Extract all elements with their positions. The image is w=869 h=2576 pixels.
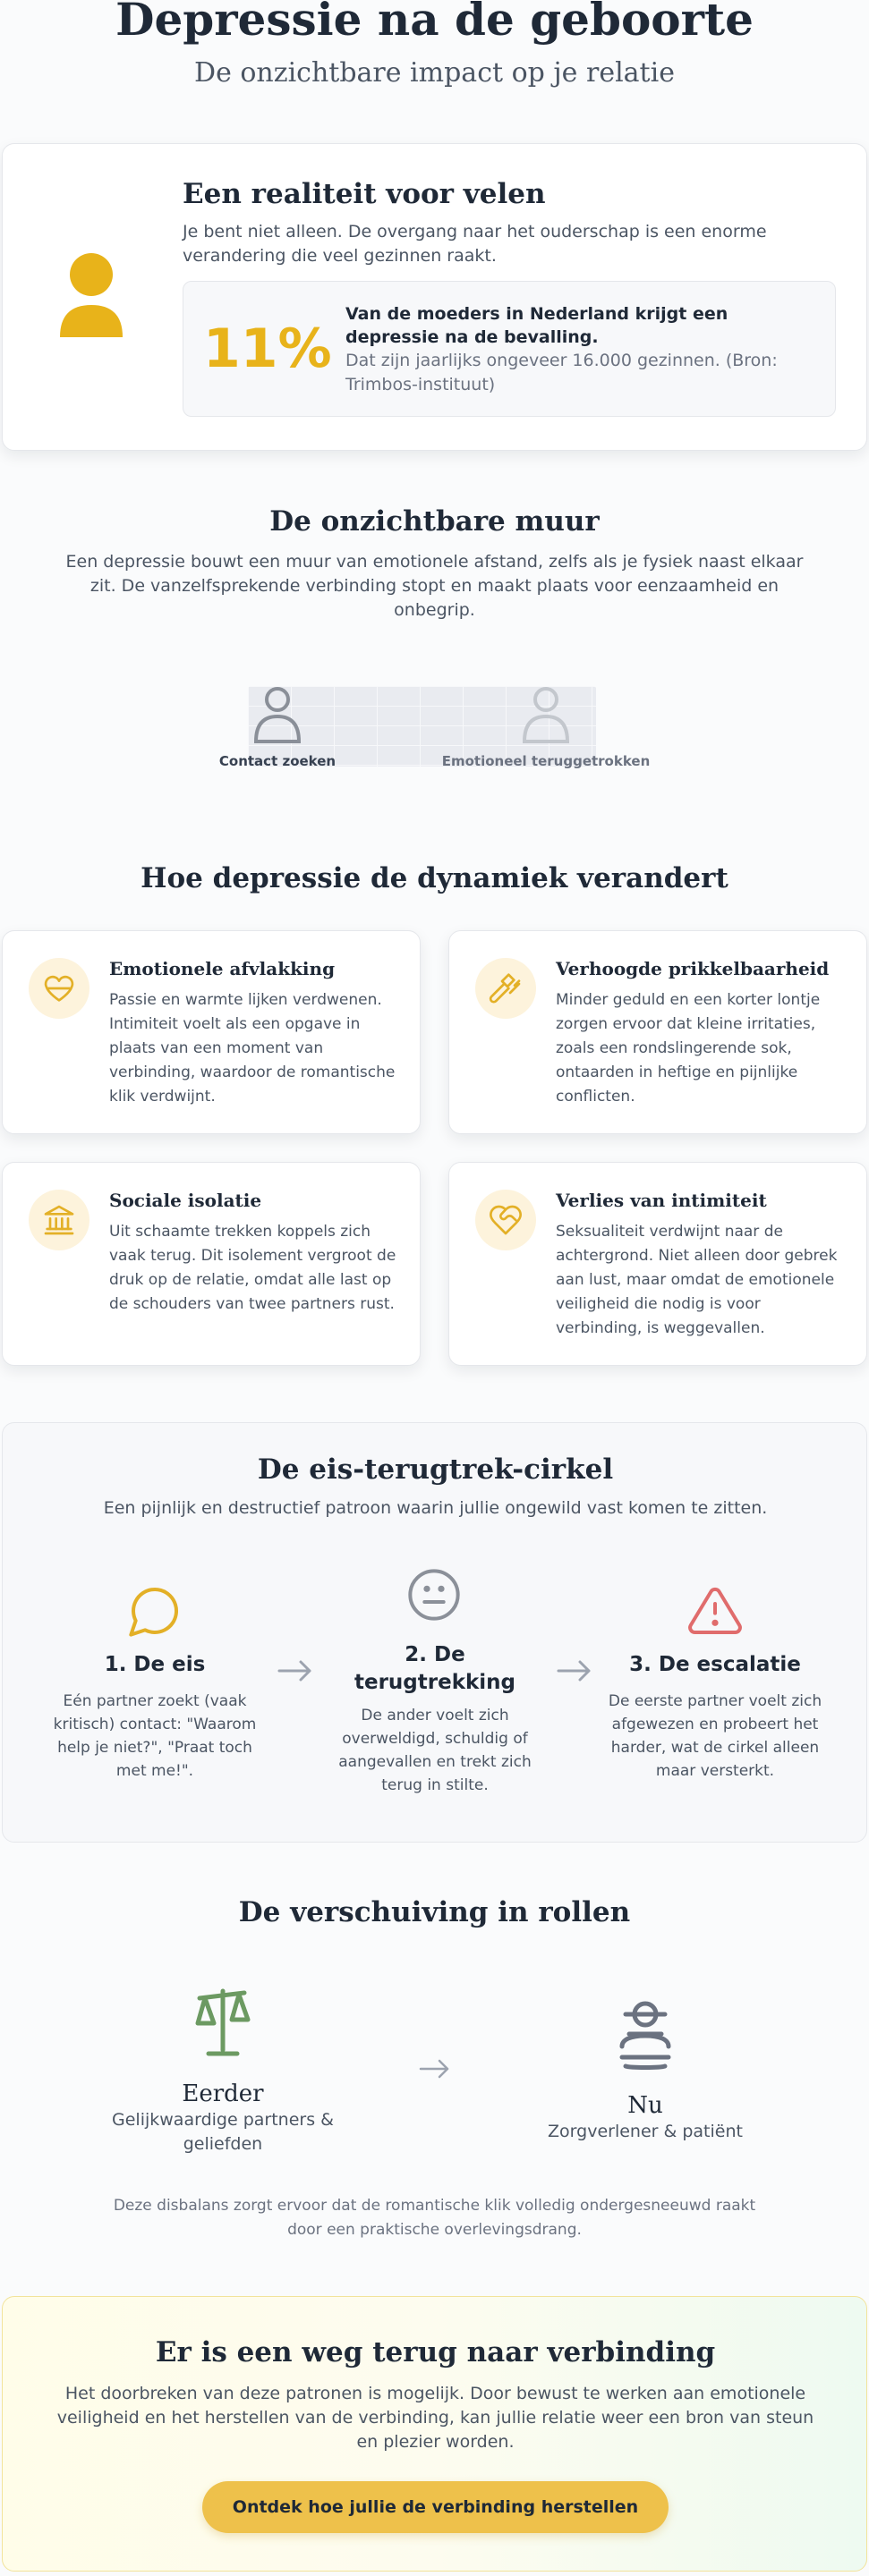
caregiver-icon	[613, 1998, 677, 2073]
cta-button-label: Ontdek hoe jullie de verbinding herstellen	[232, 2497, 639, 2517]
cycle-title: De eis-terugtrek-cirkel	[257, 1453, 614, 1486]
dynamics-card-title: Sociale isolatie	[109, 1190, 262, 1211]
cta-title: Er is een weg terug naar verbinding	[155, 2336, 716, 2368]
cycle-step-text: De eerste partner voelt zich afgewezen en probeert het harder, wat de cirkel alleen maar versterkt.	[608, 1692, 822, 1780]
roles-before-text: Gelijkwaardige partners & geliefden	[112, 2110, 334, 2154]
wall-left-label: Contact zoeken	[218, 753, 337, 769]
dynamics-card-title: Emotionele afvlakking	[109, 958, 336, 979]
arrow-right-icon	[556, 1657, 593, 1684]
warning-icon	[686, 1582, 745, 1640]
wall-illustration	[0, 648, 869, 801]
dynamics-card-text: Passie en warmte lijken verdwenen. Intimiteit voelt als een opgave in plaats van een moment van verbinding, waardoor de romantische klik verdwijnt.	[109, 991, 396, 1106]
roles-note: Deze disbalans zorgt ervoor dat de romantische klik volledig ondergesneeuwd raakt door een praktische overlevingsdrang.	[113, 2197, 756, 2239]
neutral-face-icon	[405, 1566, 463, 1623]
dynamics-card-title: Verlies van intimiteit	[556, 1190, 767, 1211]
hammer-icon	[475, 958, 536, 1019]
person-right-icon	[519, 682, 573, 745]
stat-box	[183, 281, 836, 417]
dynamics-card	[448, 1162, 867, 1366]
cycle-step-title: 1. De eis	[104, 1653, 206, 1676]
wall-right-label: Emotioneel teruggetrokken	[441, 753, 651, 769]
dynamics-title: Hoe depressie de dynamiek verandert	[141, 862, 728, 894]
dynamics-card-text: Seksualiteit verdwijnt naar de achtergrond. Niet alleen door gebrek aan lust, maar omdat de emotionele veiligheid die nodig is voor verbinding, is weggevallen.	[556, 1223, 838, 1337]
cycle-step-text: De ander voelt zich overweldigd, schuldig of aangevallen en trekt zich terug in stilte.	[338, 1707, 532, 1794]
cycle-step-title: 2. De terugtrekking	[354, 1643, 516, 1694]
reality-title: Een realiteit voor velen	[183, 178, 546, 210]
dynamics-card-title: Verhoogde prikkelbaarheid	[556, 958, 830, 979]
person-left-icon	[251, 682, 304, 745]
page-title: Depressie na de geboorte	[115, 0, 754, 46]
roles-title: De verschuiving in rollen	[238, 1896, 631, 1928]
stat-value: 11%	[203, 318, 332, 380]
reality-text: Je bent niet alleen. De overgang naar het ouderschap is een enorme verandering die veel gezinnen raakt.	[183, 222, 767, 266]
cycle-text: Een pijnlijk en destructief patroon waarin jullie ongewild vast komen te zitten.	[103, 1498, 768, 1518]
dynamics-card	[2, 1162, 421, 1366]
roles-after-text: Zorgverlener & patiënt	[548, 2122, 743, 2141]
wall-title: De onzichtbare muur	[269, 505, 600, 538]
dynamics-card	[2, 930, 421, 1134]
wall-text: Een depressie bouwt een muur van emotionele afstand, zelfs als je fysiek naast elkaar zit. De vanzelfsprekende verbinding stopt en maakt plaats voor eenzaamheid en onbegrip.	[65, 552, 804, 620]
cta-text: Het doorbreken van deze patronen is mogelijk. Door bewust te werken aan emotionele veiligheid en het herstellen van de verbinding, kan jullie relatie weer een bron van steun en plezier worden.	[56, 2384, 814, 2452]
stat-bold: Van de moeders in Nederland krijgt een depressie na de bevalling.	[345, 304, 728, 347]
arrow-right-icon	[277, 1657, 314, 1684]
dynamics-card-text: Minder geduld en een korter lontje zorgen ervoor dat kleine irritaties, zoals een rondslingerende sok, ontaarden in heftige en pijnlijke conflicten.	[556, 991, 821, 1106]
reality-card	[2, 143, 867, 451]
dynamics-card-text: Uit schaamte trekken koppels zich vaak terug. Dit isolement vergroot de druk op de relatie, omdat alle last op de schouders van twee partners rust.	[109, 1223, 396, 1313]
user-icon	[55, 250, 127, 339]
balance-scale-icon	[191, 1986, 255, 2061]
cta-button[interactable]	[202, 2481, 669, 2533]
bank-icon	[29, 1190, 89, 1250]
page-subtitle: De onzichtbare impact op je relatie	[194, 57, 675, 89]
roles-before-title: Eerder	[182, 2080, 264, 2107]
heart-handshake-icon	[475, 1190, 536, 1250]
dynamics-card	[448, 930, 867, 1134]
speech-bubble-icon	[126, 1582, 183, 1640]
stat-text: Dat zijn jaarlijks ongeveer 16.000 gezinnen. (Bron: Trimbos-instituut)	[345, 351, 778, 394]
cycle-step-text: Eén partner zoekt (vaak kritisch) contact: "Waarom help je niet?", "Praat toch met me!".	[53, 1692, 257, 1780]
roles-after-title: Nu	[627, 2092, 663, 2119]
arrow-right-icon	[418, 2055, 452, 2082]
cycle-section	[2, 1422, 867, 1843]
cta-section	[2, 2296, 867, 2572]
cycle-step-title: 3. De escalatie	[629, 1653, 801, 1676]
heart-crack-icon	[29, 958, 89, 1019]
